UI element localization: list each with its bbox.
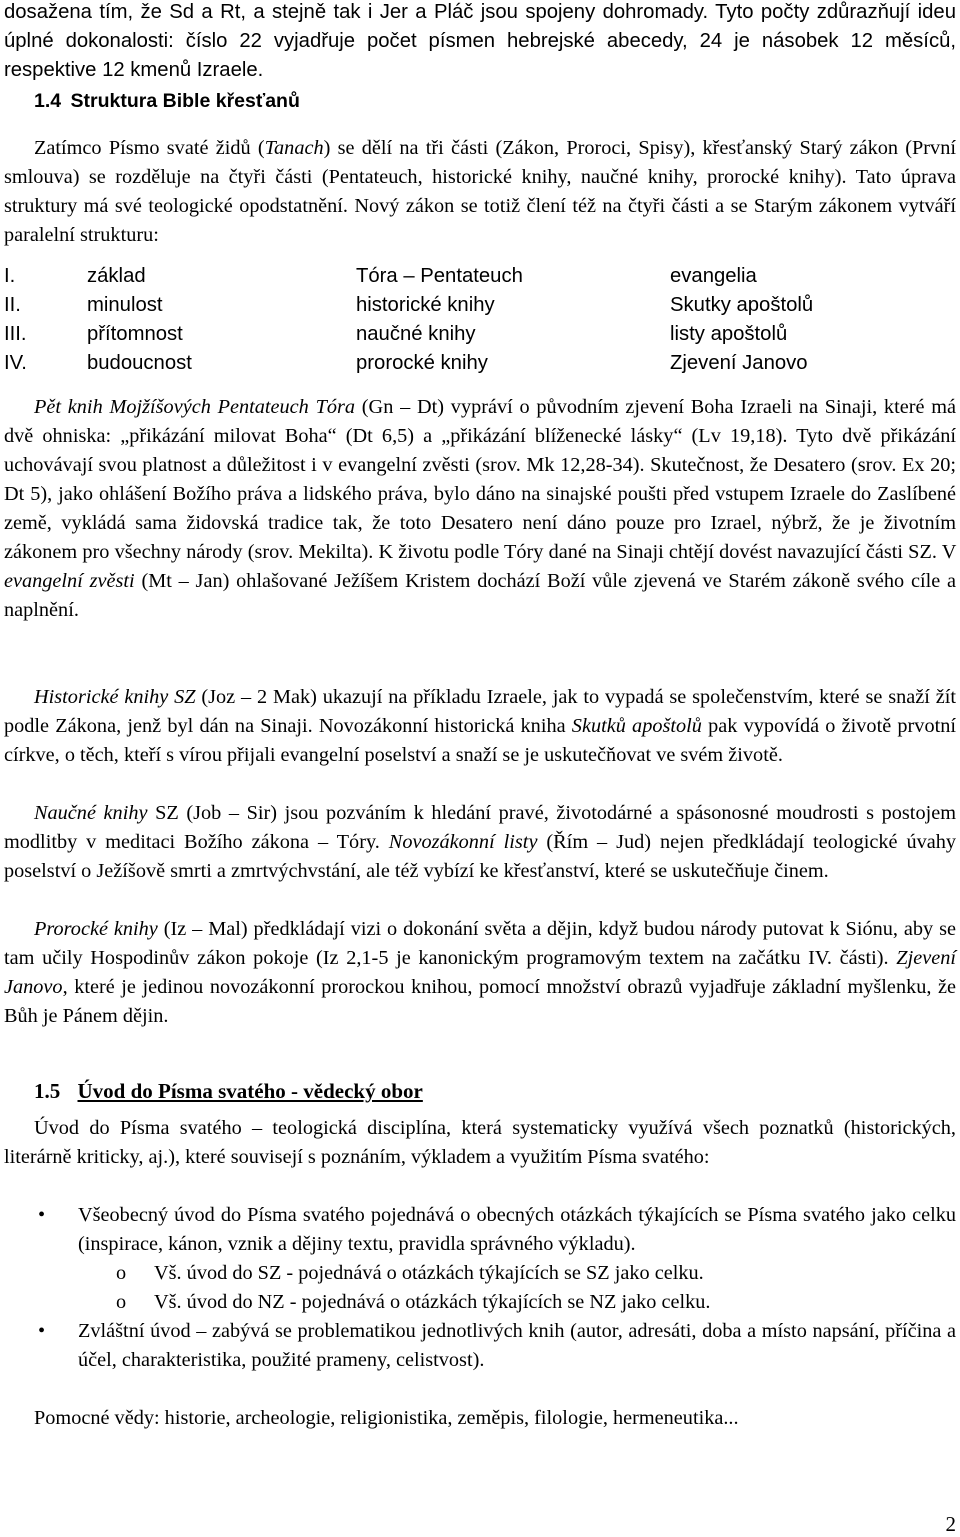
section-number: 1.5 (34, 1079, 61, 1103)
bullet-list (4, 1201, 956, 1375)
section-title: Struktura Bible křesťanů (70, 90, 300, 112)
list-item: o Vš. úvod do NZ - pojednává o otázkách týkajících se NZ jako celku. (4, 1288, 956, 1317)
section-title: Úvod do Písma svatého - vědecký obor (77, 1079, 423, 1103)
table-row: II. minulost historické knihy Skutky apoštolů (4, 294, 814, 316)
bullet-icon: • (38, 1320, 46, 1342)
section-heading-1-5 (34, 1079, 423, 1104)
sub-list (78, 1259, 956, 1317)
bullet-icon: • (38, 1204, 46, 1226)
structure-paragraph: Zatímco Písmo svaté židů (Tanach) se dělí na tři části (Zákon, Proroci, Spisy), křesťanský Starý zákon (První smlouva) se rozděluje na čtyři části (Pentateuch, historické knihy, naučné knihy, prorocké knihy). Tato úprava struktury má své teologické opodstatnění. Nový zákon se totiž člení též na čtyři části a se Starým zákonem vytváří paralelní strukturu: (4, 137, 956, 246)
circle-bullet-icon: o (116, 1262, 127, 1284)
historical-books-paragraph: Historické knihy SZ (Joz – 2 Mak) ukazují na příkladu Izraele, jak to vypadá se společenstvím, které se snaží žít podle Zákona, jenž byl dán na Sinaji. Novozákonní historická kniha Skutků apoštolů pak vypovídá o životě prvotní církve, o těch, kteří s vírou přijali evangelní poselství a snaží se je uskutečňovat ve svém životě. (4, 686, 956, 766)
circle-bullet-icon: o (116, 1291, 127, 1313)
list-item: o Vš. úvod do SZ - pojednává o otázkách týkajících se SZ jako celku. (4, 1259, 956, 1288)
section-heading-1-4 (34, 90, 300, 113)
list-item: • Všeobecný úvod do Písma svatého pojednává o obecných otázkách týkajících se Písma svatého jako celku (inspirace, kánon, vznik a dějiny textu, pravidla správného výkladu). o Vš. úvod do SZ - pojednává o otázkách týkajících se SZ jako celku. o Vš. úvod do NZ - pojednává o otázkách týkajících se NZ jako celku. (4, 1201, 956, 1317)
prophetic-books-paragraph: Prorocké knihy (Iz – Mal) předkládají vizi o dokonání světa a dějin, když budou národy putovat k Siónu, aby se tam učily Hospodinův zákon pokoje (Iz 2,1-5 je kanonickým programovým textem na začátku IV. části). Zjevení Janovo, které je jedinou novozákonní prorockou knihou, pomocí množství obrazů vyjadřuje základní myšlenku, že Bůh je Pánem dějin. (4, 918, 956, 1027)
wisdom-books-paragraph: Naučné knihy SZ (Job – Sir) jsou pozváním k hledání pravé, životodárné a spásonosné moudrosti s postojem modlitby v meditaci Božího zákona – Tóry. Novozákonní listy (Řím – Jud) nejen předkládají teologické úvahy poselství o Ježíšově smrti a zmrtvýchvstání, ale též vybízí ke křesťanství, které se uskutečňuje činem. (4, 802, 957, 882)
intro-paragraph: dosažena tím, že Sd a Rt, a stejně tak i Jer a Pláč jsou spojeny dohromady. Tyto počty zdůrazňují ideu úplné dokonalosti: číslo 22 vyjadřuje počet písmen hebrejské abecedy, 24 je násobek 12 měsíců, respektive 12 kmenů Izraele. (4, 1, 956, 81)
pentateuch-paragraph: Pět knih Mojžíšových Pentateuch Tóra (Gn – Dt) vypráví o původním zjevení Boha Izraeli na Sinaji, které má dvě ohniska: „přikázání milovat Boha“ (Dt 6,5) a „přikázání blíženecké lásky“ (Lv 19,18). Tyto dvě přikázání uchovávají svou platnost a důležitost i v evangelní zvěsti (srov. Mk 12,28-34). Skutečnost, že Desatero (srov. Ex 20; Dt 5), jako ohlášení Božího práva a lidského práva, bylo dáno na sinajské poušti před vstupem Izraele do Zaslíbené země, vykládá sama židovská tradice tak, že toto Desatero není dáno pouze pro Izrael, nýbrž, že je životním zákonem pro všechny národy (srov. Mekilta). K životu podle Tóry dané na Sinaji chtějí dovést navazující části SZ. V evangelní zvěsti (Mt – Jan) ohlašované Ježíšem Kristem dochází Boží vůle zjevená ve Starém zákoně svého cíle a naplnění. (4, 396, 956, 621)
intro-science-paragraph: Úvod do Písma svatého – teologická disciplína, která systematicky využívá všech poznatků (historických, literárně kriticky, aj.), které souvisejí s poznáním, výkladem a využitím Písma svatého: (4, 1117, 956, 1168)
table-row: IV. budoucnost prorocké knihy Zjevení Janovo (4, 352, 808, 374)
list-item: • Zvláštní úvod – zabývá se problematikou jednotlivých knih (autor, adresáti, doba a místo napsání, příčina a účel, charakteristika, použité prameny, celistvost). (4, 1317, 956, 1375)
table-row: I. základ Tóra – Pentateuch evangelia (4, 265, 757, 287)
table-row: III. přítomnost naučné knihy listy apoštolů (4, 323, 788, 345)
parallel-structure-table (4, 262, 956, 378)
section-number: 1.4 (34, 90, 62, 112)
auxiliary-sciences-line: Pomocné vědy: historie, archeologie, religionistika, zeměpis, filologie, hermeneutika... (34, 1407, 739, 1429)
page-number: 2 (945, 1512, 956, 1536)
